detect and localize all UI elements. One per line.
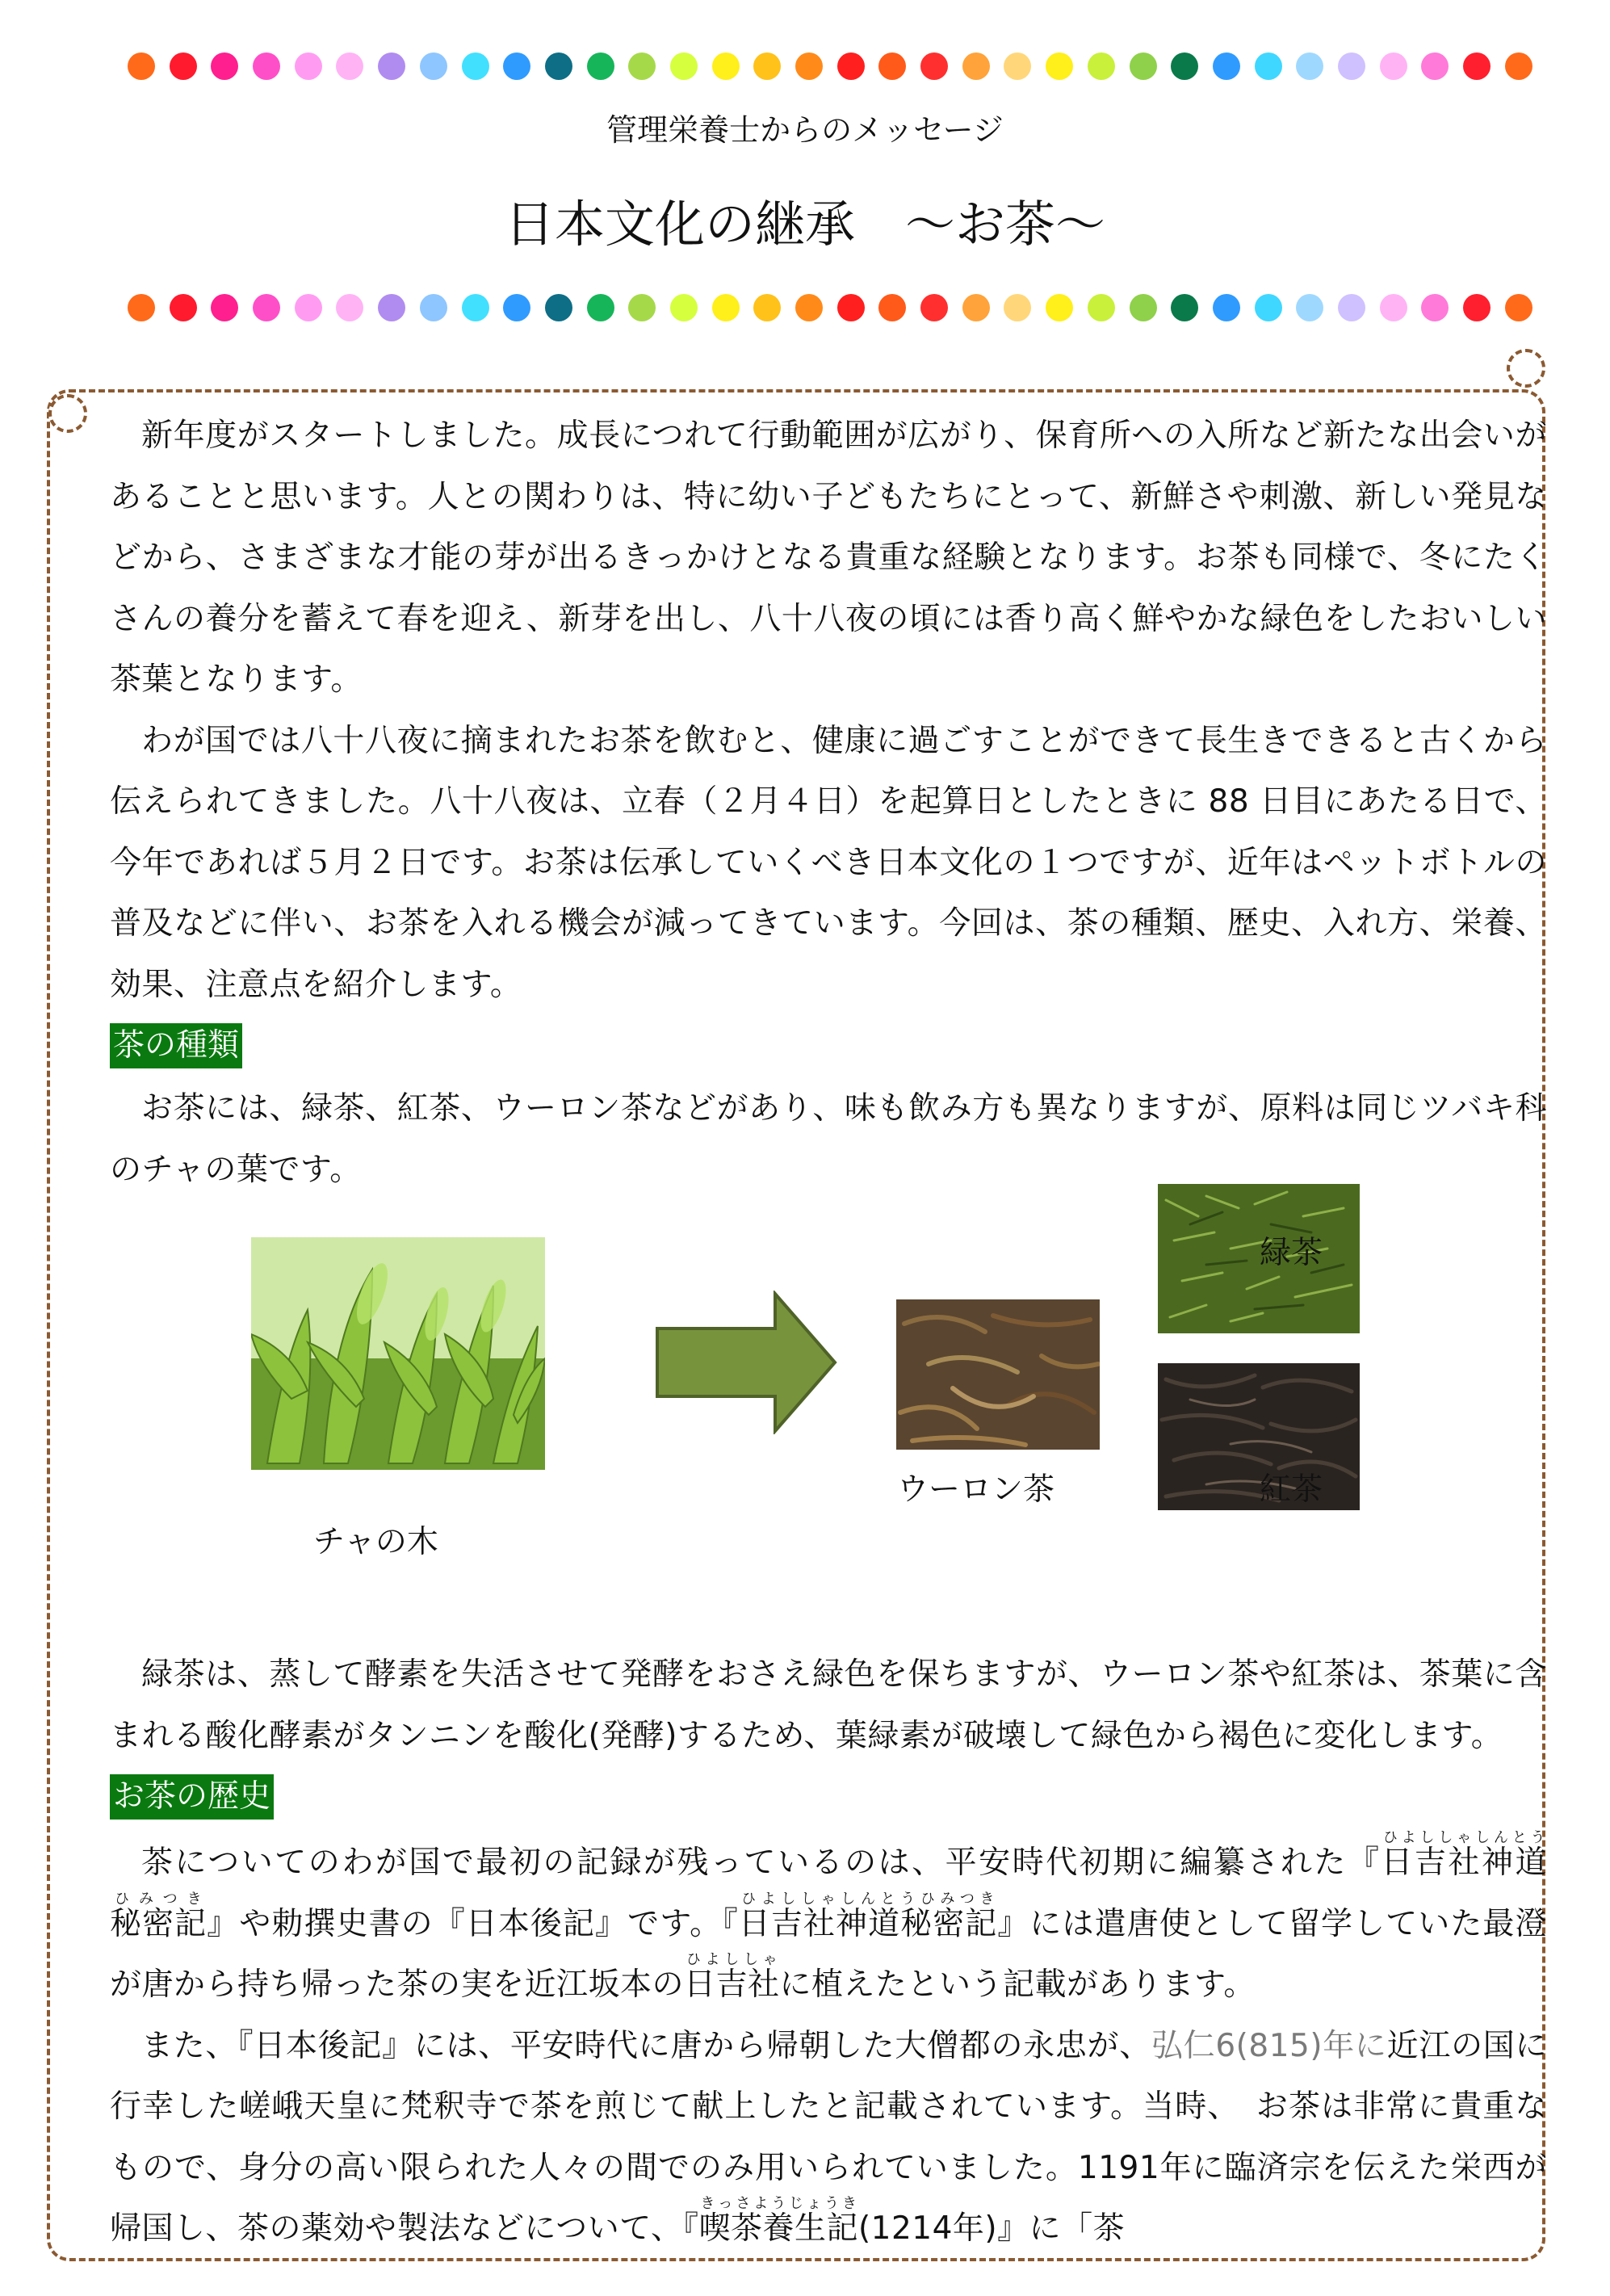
intro-paragraph-2: わが国では八十八夜に摘まれたお茶を飲むと、健康に過ごすことができて長生きできると古くから伝えられてきました。八十八夜は、立春（２月４日）を起算日としたときに 88 日目にあたる日で、今年であれば５月２日です。お茶は伝承していくべき日本文化の１つですが、近年はペットボトルの普及などに伴い、お茶を入れる機会が減ってきています。今回は、茶の種類、歴史、入れ方、栄養、効果、注意点を紹介します。: [110, 722, 1547, 1003]
decorative-dot: [378, 52, 405, 80]
decorative-dot: [1463, 52, 1491, 80]
decorative-dot: [420, 294, 447, 321]
decorative-dot: [462, 294, 489, 321]
tea-types-figure: [110, 1200, 1547, 1644]
section-heading-history: お茶の歴史: [110, 1774, 274, 1820]
decorative-dot: [670, 52, 698, 80]
types-paragraph-2: 緑茶は、蒸して酵素を失活させて発酵をおさえ緑色を保ちますが、ウーロン茶や紅茶は、茶葉に含まれる酸化酵素がタンニンを酸化(発酵)するため、葉緑素が破壊して緑色から褐色に変化します。: [110, 1656, 1547, 1754]
decorative-dot: [795, 52, 823, 80]
decorative-dot-border-top: [128, 50, 1532, 82]
decorative-dot: [128, 294, 155, 321]
decorative-dot: [1296, 52, 1323, 80]
decorative-dot: [1421, 52, 1449, 80]
history-paragraph-2: また、『日本後記』には、平安時代に唐から帰朝した大僧都の永忠が、弘仁6(815)年に近江の国に行幸した嵯峨天皇に梵釈寺で茶を煎じて献上したと記載されています。当時、 お茶は非常に貴重なもので、身分の高い限られた人々の間でのみ用いられていました。1191年に臨済宗を伝えた栄西が帰国し、茶の薬効や製法などについて、『喫茶養生記きっさようじょうき(1214年)』に「茶: [110, 2027, 1547, 2247]
decorative-dot: [128, 52, 155, 80]
decorative-dot: [1088, 294, 1115, 321]
decorative-dot: [587, 294, 614, 321]
decorative-dot: [1130, 52, 1157, 80]
history-paragraph-1: 茶についてのわが国で最初の記録が残っているのは、平安時代初期に編纂された『日吉社神道ひよししゃしんとう秘密記ひみつき』や勅撰史書の『日本後記』です。『日吉社神道秘密記ひよししゃしんとうひみつき』には遣唐使として留学していた最澄が唐から持ち帰った茶の実を近江坂本の日吉社ひよししゃに植えたという記載があります。: [110, 1829, 1547, 2003]
decorative-dot: [920, 294, 948, 321]
decorative-dot: [1046, 294, 1073, 321]
decorative-dot-border-bottom: [128, 292, 1532, 324]
decorative-dot: [462, 52, 489, 80]
decorative-dot: [1255, 294, 1282, 321]
decorative-dot: [628, 52, 656, 80]
decorative-dot: [1088, 52, 1115, 80]
decorative-dot: [545, 52, 572, 80]
decorative-dot: [378, 294, 405, 321]
decorative-dot: [920, 52, 948, 80]
decorative-dot: [1338, 52, 1365, 80]
decorative-dot: [170, 294, 197, 321]
decorative-dot: [1505, 294, 1532, 321]
decorative-dot: [503, 294, 530, 321]
decorative-dot: [753, 294, 781, 321]
decorative-dot: [211, 52, 238, 80]
article-body: [110, 405, 1547, 2260]
page-title: 日本文化の継承 ～お茶～: [504, 195, 1105, 254]
decorative-dot: [295, 294, 322, 321]
decorative-dot: [962, 294, 990, 321]
decorative-dot: [1004, 294, 1031, 321]
caption-tea-plant: チャの木: [313, 1524, 438, 1560]
decorative-dot: [336, 294, 363, 321]
caption-green-tea: 緑茶: [1260, 1235, 1323, 1271]
decorative-dot: [1213, 52, 1240, 80]
decorative-dot: [878, 294, 906, 321]
decorative-dot: [1004, 52, 1031, 80]
decorative-dot: [1046, 52, 1073, 80]
decorative-dot: [628, 294, 656, 321]
green-tea-photo: [1158, 1184, 1360, 1333]
decorative-dot: [1171, 52, 1198, 80]
decorative-dot: [1380, 52, 1407, 80]
caption-black-tea: 紅茶: [1260, 1471, 1323, 1508]
decorative-dot: [837, 294, 865, 321]
scroll-curl-icon: [48, 394, 87, 433]
tea-plant-photo: [251, 1237, 545, 1470]
decorative-dot: [962, 52, 990, 80]
decorative-dot: [1463, 294, 1491, 321]
intro-paragraph-1: 新年度がスタートしました。成長につれて行動範囲が広がり、保育所への入所など新たな出会いがあることと思います。人との関わりは、特に幼い子どもたちにとって、新鮮さや刺激、新しい発見などから、さまざまな才能の芽が出るきっかけとなる貴重な経験となります。お茶も同様で、冬にたくさんの養分を蓄えて春を迎え、新芽を出し、八十八夜の頃には香り高く鮮やかな緑色をしたおいしい茶葉となります。: [110, 418, 1547, 698]
types-paragraph-1: お茶には、緑茶、紅茶、ウーロン茶などがあり、味も飲み方も異なりますが、原料は同じツバキ科のチャの葉です。: [110, 1090, 1547, 1188]
decorative-dot: [211, 294, 238, 321]
decorative-dot: [837, 52, 865, 80]
decorative-dot: [795, 294, 823, 321]
decorative-dot: [670, 294, 698, 321]
decorative-dot: [420, 52, 447, 80]
decorative-dot: [336, 52, 363, 80]
oolong-tea-photo: [896, 1299, 1100, 1450]
decorative-dot: [587, 52, 614, 80]
scroll-curl-icon: [1507, 349, 1545, 388]
decorative-dot: [253, 294, 280, 321]
decorative-dot: [1296, 294, 1323, 321]
page-subtitle: 管理栄養士からのメッセージ: [606, 112, 1004, 148]
decorative-dot: [753, 52, 781, 80]
decorative-dot: [712, 52, 740, 80]
decorative-dot: [1213, 294, 1240, 321]
decorative-dot: [295, 52, 322, 80]
caption-oolong-tea: ウーロン茶: [897, 1471, 1055, 1508]
decorative-dot: [253, 52, 280, 80]
black-tea-photo: [1158, 1363, 1360, 1510]
decorative-dot: [1171, 294, 1198, 321]
decorative-dot: [878, 52, 906, 80]
decorative-dot: [1505, 52, 1532, 80]
arrow-right-icon: [654, 1291, 838, 1434]
decorative-dot: [1380, 294, 1407, 321]
decorative-dot: [1130, 294, 1157, 321]
decorative-dot: [1421, 294, 1449, 321]
section-heading-types: 茶の種類: [110, 1023, 242, 1068]
decorative-dot: [1338, 294, 1365, 321]
decorative-dot: [712, 294, 740, 321]
decorative-dot: [170, 52, 197, 80]
decorative-dot: [1255, 52, 1282, 80]
decorative-dot: [503, 52, 530, 80]
decorative-dot: [545, 294, 572, 321]
